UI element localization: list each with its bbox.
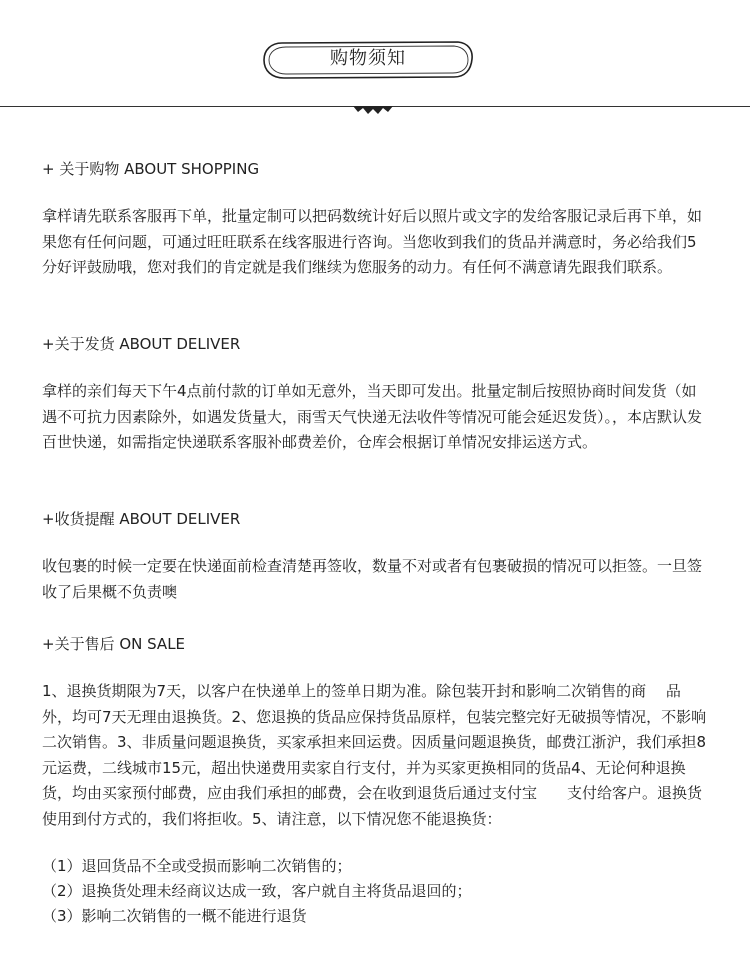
section-body-deliver: 拿样的亲们每天下午4点前付款的订单如无意外，当天即可发出。批量定制后按照协商时间发货（如遇不可抗力因素除外，如遇发货量大，雨雪天气快递无法收件等情况可能会延迟发货）。，本店默认发百世快递，如需指定快递联系客服补邮费差价，仓库会根据订单情况安排运送方式。	[42, 382, 703, 451]
section-title-after-sale: +关于售后 ON SALE	[42, 635, 186, 653]
section-body-shopping: 拿样请先联系客服再下单，批量定制可以把码数统计好后以照片或文字的发给客服记录后再下单，如果您有任何问题，可通过旺旺联系在线客服进行咨询。当您收到我们的货品并满意时，务必给我们5分好评鼓励哦，您对我们的肯定就是我们继续为您服务的动力。有任何不满意请先跟我们联系。	[42, 207, 703, 276]
return-exclusion-item: （1）退回货品不全或受损而影响二次销售的；	[42, 857, 352, 875]
page-title: 购物须知	[330, 48, 406, 69]
section-title-deliver: +关于发货 ABOUT DELIVER	[42, 335, 241, 353]
divider-notch-icon	[353, 106, 393, 118]
title-banner	[262, 40, 474, 80]
return-exclusion-item: （2）退换货处理未经商议达成一致，客户就自主将货品退回的；	[42, 882, 472, 900]
section-body-receipt: 收包裹的时候一定要在快递面前检查清楚再签收，数量不对或者有包裹破损的情况可以拒签。一旦签收了后果概不负责噢	[42, 557, 703, 601]
return-exclusion-item: （3）影响二次销售的一概不能进行退货	[42, 907, 307, 925]
section-body-after-sale: 1、退换货期限为7天，以客户在快递单上的签单日期为准。除包装开封和影响二次销售的商 品外，均可7天无理由退换货。2、您退换的货品应保持货品原样，包装完整完好无破损等情况，不影响二次销售。3、非质量问题退换货，买家承担来回运费。因质量问题退换货，邮费江浙沪，我们承担8 元运费，二线城市15元，超出快递费用卖家自行支付，并为买家更换相同的货品4、无论何种退换货，均由买家预付邮费，应由我们承担的邮费，会在收到退货后通过支付宝 支付给客户。退换货使用到付方式的，我们将拒收。5、请注意，以下情况您不能退换货：	[42, 682, 737, 828]
section-title-receipt: +收货提醒 ABOUT DELIVER	[42, 510, 241, 528]
section-title-shopping: + 关于购物 ABOUT SHOPPING	[42, 160, 260, 178]
